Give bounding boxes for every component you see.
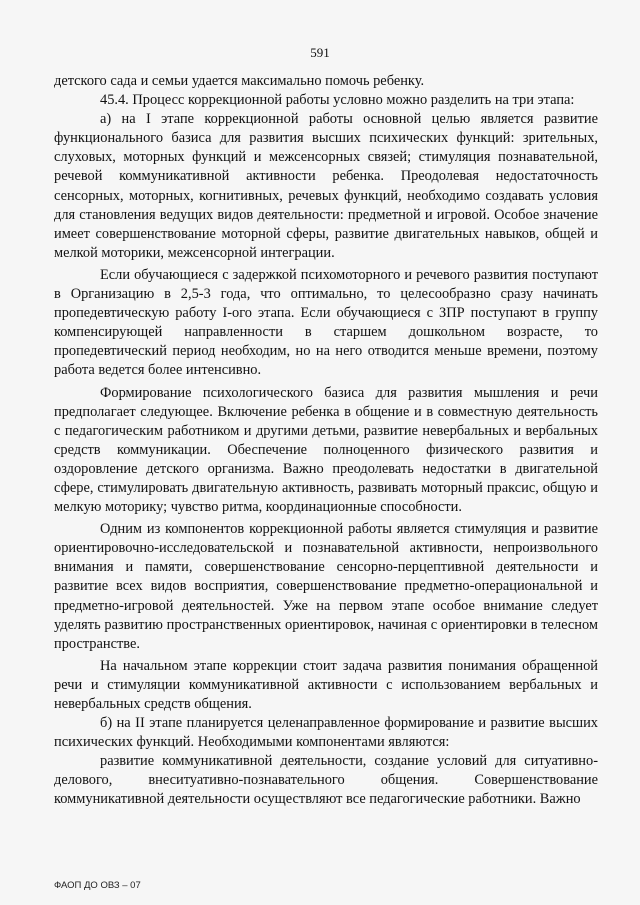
- page-number: 591: [310, 45, 330, 60]
- footer-document-code: ФАОП ДО ОВЗ – 07: [54, 880, 141, 891]
- paragraph-initial-stage: На начальном этапе коррекции стоит задача развития понимания обращенной речи и стимуляции коммуникативной активности с использованием вербальных и невербальных средств общения.: [54, 657, 598, 712]
- paragraph-stage-2: б) на II этапе планируется целенаправленное формирование и развитие высших психических функций. Необходимыми компонентами являются:: [54, 715, 598, 751]
- document-body: [54, 72, 598, 810]
- paragraph-admission: Если обучающиеся с задержкой психомоторного и речевого развития поступают в Организацию в 2,5-3 года, что оптимально, то целесообразно сразу начинать пропедевтическую работу I-ого этапа. Если обучающиеся с ЗПР поступают в группу компенсирующей направленности в старшем дошкольном возрасте, то пропедевтический период необходим, но на него отводится меньше времени, поэтому работа ведется более интенсивно.: [54, 266, 598, 379]
- paragraph-psych-basis: Формирование психологического базиса для развития мышления и речи предполагает следующее. Включение ребенка в общение и в совместную деятельность с педагогическим работником и другими детьми, развитие невербальных и вербальных средств коммуникации. Обеспечение полноценного физического развития и оздоровление детского организма. Важно преодолевать недостатки в двигательной сфере, стимулировать двигательную активность, развивать моторный праксис, общую и мелкую моторику; чувство ритма, координационные способности.: [54, 384, 598, 516]
- paragraph-section-45-4: 45.4. Процесс коррекционной работы условно можно разделить на три этапа:: [100, 92, 575, 109]
- paragraph-components: Одним из компонентов коррекционной работы является стимуляция и развитие ориентировочно-исследовательской и познавательной активности, непроизвольного внимания и памяти, совершенствование сенсорно-перцептивной деятельности и развитие всех видов восприятия, совершенствование предметно-операциональной и предметно-игровой деятельностей. Уже на первом этапе особое внимание следует уделять развитию пространственных ориентировок, начиная с ориентировки в телесном пространстве.: [54, 521, 598, 652]
- paragraph-stage-1: а) на I этапе коррекционной работы основной целью является развитие функционального базиса для развития высших психических функций: зрительных, слуховых, моторных функций и межсенсорных связей; стимуляция познавательной, речевой коммуникативной активности ребенка. Преодолевая недостаточность сенсорных, моторных, когнитивных, речевых функций, необходимо создавать условия для становления ведущих видов деятельности: предметной и игровой. Особое значение имеет совершенствование моторной сферы, развитие двигательных навыков, общей и мелкой моторики, межсенсорной интеграции.: [54, 111, 598, 261]
- paragraph-continuation: детского сада и семьи удается максимально помочь ребенку.: [54, 73, 425, 89]
- paragraph-communication: развитие коммуникативной деятельности, создание условий для ситуативно-делового, внеситуативно-познавательного общения. Совершенствование коммуникативной деятельности осуществляют все педагогические работники. Важно: [54, 753, 598, 808]
